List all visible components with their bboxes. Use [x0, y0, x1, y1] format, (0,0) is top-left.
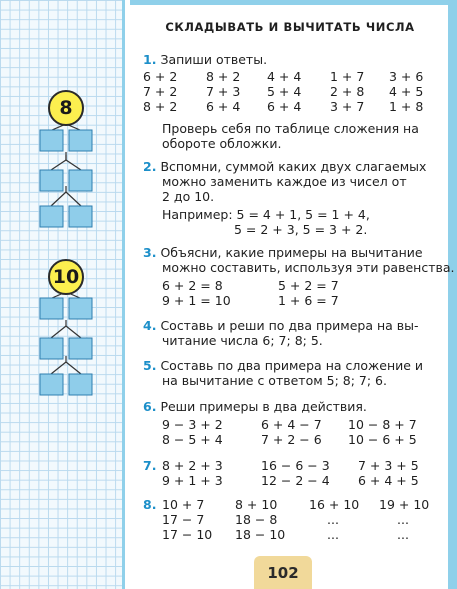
task-number: 8. [143, 497, 157, 512]
expression: 18 − 10 [235, 527, 286, 542]
tree-box [40, 170, 63, 191]
task-2-line: 2 до 10. [162, 189, 215, 204]
top-border-strip [130, 0, 448, 5]
expression: 6 + 4 [206, 99, 241, 114]
task-number: 7. [143, 458, 157, 473]
task-number: 2. [143, 159, 157, 174]
expression: 6 + 4 + 5 [358, 473, 419, 488]
ellipsis: ... [327, 527, 339, 542]
expression: 9 − 3 + 2 [162, 417, 223, 432]
task-4-line: читание числа 6; 7; 8; 5. [162, 333, 323, 348]
ellipsis: ... [397, 512, 409, 527]
number-circle-10: 10 [48, 259, 84, 295]
task-2-example: Например: 5 = 4 + 1, 5 = 1 + 4, [162, 207, 370, 222]
expression: 10 − 6 + 5 [348, 432, 417, 447]
task-number: 3. [143, 245, 157, 260]
tree-box [40, 206, 63, 227]
task-number: 1. [143, 52, 157, 67]
tree-box [69, 338, 92, 359]
tree-box [40, 338, 63, 359]
expression: 6 + 2 [143, 69, 178, 84]
equation: 5 + 2 = 7 [278, 278, 339, 293]
expression: 5 + 4 [267, 84, 302, 99]
expression: 8 + 2 [143, 99, 178, 114]
task-6-heading [143, 399, 367, 414]
expression: 8 + 10 [235, 497, 278, 512]
expression: 1 + 7 [330, 69, 365, 84]
task-number: 6. [143, 399, 157, 414]
task-1-note: обороте обложки. [162, 136, 282, 151]
expression: 18 − 8 [235, 512, 278, 527]
expression: 4 + 4 [267, 69, 302, 84]
tree-box [69, 298, 92, 319]
expression: 7 + 3 + 5 [358, 458, 419, 473]
task-5-line: на вычитание с ответом 5; 8; 7; 6. [162, 373, 387, 388]
ellipsis: ... [327, 512, 339, 527]
tree-box [40, 374, 63, 395]
expression: 12 − 2 − 4 [261, 473, 330, 488]
equation: 1 + 6 = 7 [278, 293, 339, 308]
task-3-line: можно составить, используя эти равенства. [162, 260, 455, 275]
task-2-example: 5 = 2 + 3, 5 = 3 + 2. [234, 222, 368, 237]
expression: 8 + 2 + 3 [162, 458, 223, 473]
tree-box [69, 374, 92, 395]
task-1-note: Проверь себя по таблице сложения на [162, 121, 419, 136]
task-1-heading [143, 52, 267, 67]
task-2-line [143, 159, 426, 174]
expression: 6 + 4 − 7 [261, 417, 322, 432]
expression: 17 − 10 [162, 527, 213, 542]
task-3-line [143, 245, 423, 260]
task-2-line: можно заменить каждое из чисел от [162, 174, 407, 189]
expression: 3 + 6 [389, 69, 424, 84]
expression: 1 + 8 [389, 99, 424, 114]
expression: 16 − 6 − 3 [261, 458, 330, 473]
right-border-strip [448, 0, 457, 589]
task-text: Составь и реши по два примера на вы- [160, 318, 419, 333]
expression: 4 + 5 [389, 84, 424, 99]
expression: 8 − 5 + 4 [162, 432, 223, 447]
expression: 6 + 4 [267, 99, 302, 114]
expression: 3 + 7 [330, 99, 365, 114]
expression: 7 + 2 [143, 84, 178, 99]
expression: 8 + 2 [206, 69, 241, 84]
page-title: СКЛАДЫВАТЬ И ВЫЧИТАТЬ ЧИСЛА [165, 20, 415, 34]
task-text: Запиши ответы. [160, 52, 268, 67]
task-text: Объясни, какие примеры на вычитание [160, 245, 423, 260]
tree-box [69, 130, 92, 151]
page-number: 102 [254, 556, 312, 589]
expression: 7 + 2 − 6 [261, 432, 322, 447]
tree-box [40, 130, 63, 151]
task-5-line [143, 358, 423, 373]
tree-box [69, 170, 92, 191]
expression: 17 − 7 [162, 512, 205, 527]
expression: 19 + 10 [379, 497, 430, 512]
task-text: Вспомни, суммой каких двух слагаемых [160, 159, 427, 174]
tree-box [69, 206, 92, 227]
task-number: 5. [143, 358, 157, 373]
ellipsis: ... [397, 527, 409, 542]
task-4-line [143, 318, 419, 333]
expression: 9 + 1 + 3 [162, 473, 223, 488]
equation: 9 + 1 = 10 [162, 293, 231, 308]
task-number: 4. [143, 318, 157, 333]
expression: 16 + 10 [309, 497, 360, 512]
number-circle-8: 8 [48, 90, 84, 126]
expression: 2 + 8 [330, 84, 365, 99]
task-text: Реши примеры в два действия. [160, 399, 367, 414]
expression: 10 + 7 [162, 497, 205, 512]
equation: 6 + 2 = 8 [162, 278, 223, 293]
expression: 7 + 3 [206, 84, 241, 99]
expression: 10 − 8 + 7 [348, 417, 417, 432]
task-text: Составь по два примера на сложение и [160, 358, 424, 373]
tree-box [40, 298, 63, 319]
